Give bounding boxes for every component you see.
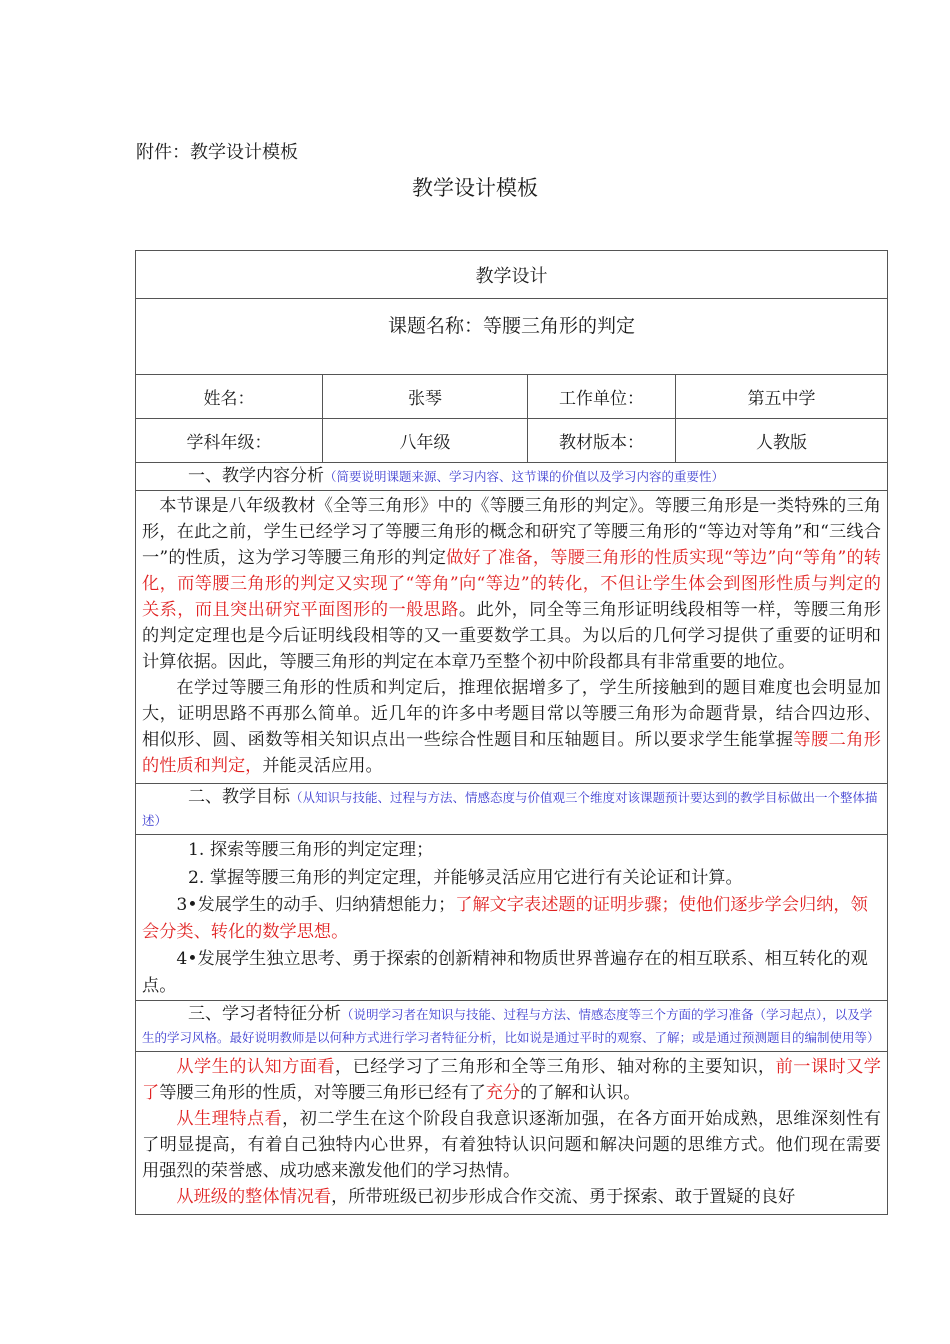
goal-item-4: 4•发展学生独立思考、勇于探索的创新精神和物质世界普遍存在的相互联系、相互转化的观点。 xyxy=(142,949,868,996)
text-run: 本节课是八年级教材《全等三角形》中的《等腰三角形的判定》。等腰三角形是一类特殊的三角形，在此之前，学生已经学习了等腰三角形的概念和研究了等腰三角形的“等边对等角”和“三线合一”的性质，这为学习等腰三角形的判定 xyxy=(142,496,881,568)
edition-label: 教材版本： xyxy=(528,419,676,463)
section1-paragraph-1 xyxy=(142,493,881,675)
section1-paragraph-2 xyxy=(142,675,881,779)
goal-item-3 xyxy=(142,892,881,945)
section2-note: （从知识与技能、过程与方法、情感态度与价值观三个维度对该课题预计要达到的教学目标做出一个整体描述） xyxy=(142,790,878,828)
topic-title: 课题名称：等腰三角形的判定 xyxy=(387,315,635,337)
name-label: 姓名： xyxy=(136,375,323,419)
text-run: 等腰三角形的性质，对等腰三角形已经有了 xyxy=(159,1083,486,1103)
goal-item-2: 2. 掌握等腰三角形的判定定理，并能够灵活应用它进行有关论证和计算。 xyxy=(188,867,743,888)
section1-heading xyxy=(136,463,888,491)
highlight-run: 等腰二角形的性质和判定， xyxy=(142,730,881,776)
highlight-run: 从班级的整体情况看 xyxy=(176,1187,332,1207)
highlight-run: 充分 xyxy=(485,1083,521,1103)
text-run: ，所带班级已初步形成合作交流、勇于探索、敢于置疑的良好 xyxy=(331,1187,796,1207)
section3-heading xyxy=(136,1001,888,1052)
edition-value: 人教版 xyxy=(676,419,888,463)
section1-body xyxy=(136,491,888,784)
goal-item-1: 1. 探索等腰三角形的判定定理； xyxy=(188,840,434,860)
section3-paragraph-1 xyxy=(142,1054,881,1106)
document-title: 教学设计模板 xyxy=(412,176,538,200)
text-run: 。此外，同全等三角形证明线段相等一样，等腰三角形的判定定理也是今后证明线段相等的又一重要数学工具。为以后的几何学习提供了重要的证明和计算依据。因此，等腰三角形的判定在本章乃至整个初中阶段都具有非常重要的地位。 xyxy=(142,600,881,672)
grade-label: 学科年级： xyxy=(136,419,323,463)
unit-label: 工作单位： xyxy=(528,375,676,419)
highlight-run: 做好了准备，等腰三角形的性质实现“等边”向“等角”的转化，而等腰三角形的判定又实现了“等角”向“等边”的转化，不但让学生体会到图形性质与判定的关系，而且突出研究平面图形的一般思路 xyxy=(142,548,881,620)
highlight-run: 从生理特点看 xyxy=(176,1109,283,1129)
text-run: 并能灵活应用。 xyxy=(262,756,383,776)
topic-cell xyxy=(136,299,888,375)
grade-value: 八年级 xyxy=(323,419,528,463)
section3-note: （说明学习者在知识与技能、过程与方法、情感态度等三个方面的学习准备（学习起点），以及学生的学习风格。最好说明教师是以何种方式进行学习者特征分析，比如说是通过平时的观察、了解；或是通过预测题目的编制使用等） xyxy=(142,1007,880,1045)
section1-title: 一、教学内容分析 xyxy=(188,466,324,486)
section3-paragraph-2 xyxy=(142,1106,881,1184)
section1-note: （简要说明课题来源、学习内容、这节课的价值以及学习内容的重要性） xyxy=(324,469,725,484)
name-value: 张琴 xyxy=(323,375,528,419)
highlight-run: 前一课时又学了 xyxy=(142,1057,881,1103)
text-run: 3•发展学生的动手、归纳猜想能力； xyxy=(176,895,456,915)
text-run: 的了解和认识。 xyxy=(520,1083,641,1103)
section2-title: 二、教学目标 xyxy=(188,787,290,807)
text-run: ，已经学习了三角形和全等三角形、轴对称的主要知识， xyxy=(335,1057,776,1077)
highlight-run: 从学生的认知方面看 xyxy=(176,1057,336,1077)
section2-heading xyxy=(136,784,888,835)
highlight-run: 了解文字表述题的证明步骤；使他们逐步学会归纳，领会分类、转化的数学思想。 xyxy=(142,895,868,942)
text-run: 在学过等腰三角形的性质和判定后，推理依据增多了，学生所接触到的题目难度也会明显加大，证明思路不再那么简单。近几年的许多中考题目常以等腰三角形为命题背景，结合四边形、相似形、圆、函数等相关知识点出一些综合性题目和压轴题目。所以要求学生能掌握 xyxy=(142,678,881,750)
attachment-label: 附件：教学设计模板 xyxy=(136,142,298,163)
section3-body xyxy=(136,1052,888,1215)
section2-body xyxy=(136,835,888,1001)
table-header: 教学设计 xyxy=(136,251,888,299)
section3-paragraph-3 xyxy=(142,1184,881,1210)
unit-value: 第五中学 xyxy=(676,375,888,419)
section3-title: 三、学习者特征分析 xyxy=(188,1004,341,1024)
text-run: ，初二学生在这个阶段自我意识逐渐加强，在各方面开始成熟，思维深刻性有了明显提高，有着自己独特内心世界，有着独特认识问题和解决问题的思维方式。他们现在需要用强烈的荣誉感、成功感来激发他们的学习热情。 xyxy=(142,1109,881,1181)
design-table xyxy=(135,250,888,1215)
